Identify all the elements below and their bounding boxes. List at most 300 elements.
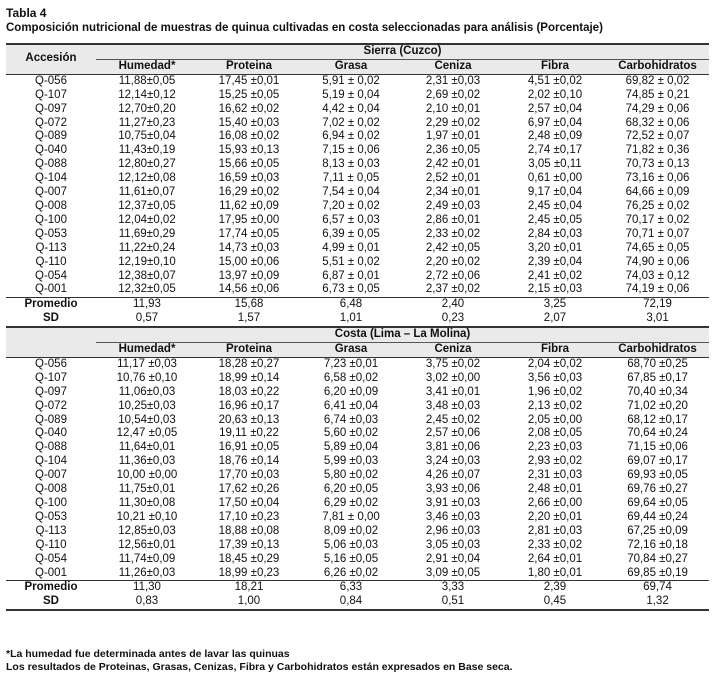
value-cell: 67,85 ±0,17 xyxy=(627,371,688,384)
value-cell: 20,63 ±0,13 xyxy=(218,413,280,426)
value-cell: 2,74 ±0,17 xyxy=(527,144,583,157)
value-cell: 6,20 ±0,05 xyxy=(323,483,379,496)
accession-cell: Q-056 xyxy=(35,74,67,87)
table-row xyxy=(6,539,709,553)
value-cell: 12,32±0,05 xyxy=(118,283,176,296)
value-cell: 6,57 ± 0,03 xyxy=(322,213,380,226)
accession-cell: Q-100 xyxy=(35,213,67,226)
value-cell: 10,54±0,03 xyxy=(118,413,176,426)
table-row xyxy=(6,228,709,242)
value-cell: 18,88 ±0,08 xyxy=(218,524,280,537)
column-header: Grasa xyxy=(300,59,402,74)
value-cell: 15,66 ±0,05 xyxy=(218,158,280,171)
value-cell: 18,45 ±0,29 xyxy=(218,552,280,565)
value-cell: 70,73 ± 0,13 xyxy=(625,158,690,171)
value-cell: 71,15 ±0,06 xyxy=(627,441,688,454)
accession-cell: Q-097 xyxy=(35,385,67,398)
note-humidity: *La humedad fue determinada antes de lavar las quinuas xyxy=(6,648,290,660)
accession-cell: Q-107 xyxy=(35,88,67,101)
value-cell: 18,03 ±0,22 xyxy=(218,385,280,398)
value-cell: 18,28 ±0,27 xyxy=(218,357,280,370)
value-cell: 2,42 ±0,05 xyxy=(425,241,481,254)
value-cell: 2,05 ±0,00 xyxy=(527,413,583,426)
value-cell: 3,05 ±0,03 xyxy=(425,538,481,551)
summary-label: SD xyxy=(6,312,96,327)
section-header-row xyxy=(6,327,709,342)
value-cell: 12,80±0,27 xyxy=(118,158,176,171)
value-cell: 2,29 ±0,02 xyxy=(425,116,481,129)
value-cell: 5,19 ± 0,04 xyxy=(322,88,380,101)
value-cell: 69,07 ±0,17 xyxy=(627,455,688,468)
value-cell: 2,33 ±0,02 xyxy=(425,227,481,240)
value-cell: 2,02 ±0,10 xyxy=(527,88,583,101)
accession-cell: Q-053 xyxy=(35,227,67,240)
value-cell: 70,64 ±0,24 xyxy=(627,427,688,440)
value-cell: 3,91 ±0,03 xyxy=(425,497,481,509)
value-cell: 2,04 ±0,02 xyxy=(527,357,583,370)
accession-cell: Q-040 xyxy=(35,427,67,440)
value-cell: 6,74 ±0,03 xyxy=(323,413,379,426)
accession-cell: Q-104 xyxy=(35,172,67,185)
value-cell: 4,42 ± 0,04 xyxy=(322,102,380,115)
value-cell: 11,75±0,01 xyxy=(118,483,176,496)
value-cell: 15,25 ±0,05 xyxy=(218,88,280,101)
value-cell: 2,96 ±0,03 xyxy=(425,524,481,537)
value-cell: 9,17 ±0,04 xyxy=(527,186,583,199)
value-cell: 5,51 ± 0,02 xyxy=(322,255,380,268)
accession-cell: Q-100 xyxy=(35,497,67,509)
value-cell: 19,11 ±0,22 xyxy=(219,427,279,440)
sd-row xyxy=(6,595,709,610)
average-row xyxy=(6,581,709,595)
value-cell: 2,36 ±0,05 xyxy=(425,144,481,157)
summary-value: 1,32 xyxy=(606,595,709,610)
value-cell: 11,61±0,07 xyxy=(118,186,176,199)
value-cell: 7,20 ± 0,02 xyxy=(322,199,380,212)
value-cell: 8,13 ± 0,03 xyxy=(322,158,380,171)
value-cell: 11,30±0,08 xyxy=(118,497,176,509)
table-row xyxy=(6,469,709,483)
value-cell: 2,08 ±0,05 xyxy=(527,427,583,440)
summary-value: 6,48 xyxy=(300,298,402,312)
value-cell: 6,58 ±0,02 xyxy=(323,371,379,384)
value-cell: 11,06±0,03 xyxy=(118,385,176,398)
summary-value: 0,83 xyxy=(96,595,198,610)
value-cell: 12,47 ±0,05 xyxy=(116,427,178,440)
value-cell: 2,20 ±0,02 xyxy=(425,255,481,268)
value-cell: 3,24 ±0,03 xyxy=(425,455,481,468)
value-cell: 11,88±0,05 xyxy=(118,74,176,87)
value-cell: 10,25±0,03 xyxy=(118,399,176,412)
column-header-row xyxy=(6,59,709,74)
accession-cell: Q-001 xyxy=(35,283,67,296)
value-cell: 8,09 ±0,02 xyxy=(323,524,379,537)
value-cell: 74,85 ± 0,21 xyxy=(625,88,690,101)
value-cell: 70,17 ± 0,02 xyxy=(625,213,690,226)
section-title: Costa (Lima – La Molina) xyxy=(96,327,709,342)
value-cell: 5,89 ±0,04 xyxy=(323,441,379,454)
table-title: Tabla 4 xyxy=(6,6,47,20)
value-cell: 7,02 ± 0,02 xyxy=(322,116,380,129)
value-cell: 2,91 ±0,04 xyxy=(425,552,481,565)
table-row xyxy=(6,497,709,511)
value-cell: 70,71 ± 0,07 xyxy=(625,227,690,240)
value-cell: 7,11 ± 0,05 xyxy=(322,172,380,185)
value-cell: 14,73 ±0,03 xyxy=(218,241,280,254)
accession-cell: Q-113 xyxy=(35,524,67,537)
value-cell: 72,16 ±0,18 xyxy=(627,538,688,551)
value-cell: 17,70 ±0,03 xyxy=(218,469,280,482)
accession-cell: Q-088 xyxy=(35,158,67,171)
summary-value: 6,33 xyxy=(300,581,402,595)
value-cell: 69,64 ±0,05 xyxy=(627,497,688,509)
value-cell: 6,26 ±0,02 xyxy=(323,566,379,579)
summary-label: Promedio xyxy=(6,298,96,312)
column-header: Fibra xyxy=(504,343,606,358)
summary-value: 2,07 xyxy=(504,312,606,327)
value-cell: 10,00 ±0,00 xyxy=(116,469,178,482)
value-cell: 12,85±0,03 xyxy=(118,524,176,537)
value-cell: 11,17 ±0,03 xyxy=(117,357,177,370)
accession-cell: Q-089 xyxy=(35,130,67,143)
value-cell: 69,44 ±0,24 xyxy=(627,510,688,523)
value-cell: 3,93 ±0,06 xyxy=(425,483,481,496)
value-cell: 17,62 ±0,26 xyxy=(218,483,280,496)
value-cell: 6,41 ±0,04 xyxy=(323,399,379,412)
value-cell: 68,12 ±0,17 xyxy=(627,413,688,426)
value-cell: 64,66 ± 0,09 xyxy=(625,186,690,199)
value-cell: 11,74±0,09 xyxy=(118,552,176,565)
value-cell: 12,70±0,20 xyxy=(118,102,176,115)
summary-value: 11,93 xyxy=(96,298,198,312)
summary-value: 18,21 xyxy=(198,581,300,595)
accession-cell: Q-007 xyxy=(35,186,67,199)
value-cell: 11,64±0,01 xyxy=(118,441,176,454)
accession-cell: Q-072 xyxy=(35,116,67,129)
value-cell: 6,29 ±0,02 xyxy=(323,497,379,509)
column-header: Grasa xyxy=(300,343,402,358)
accession-cell: Q-040 xyxy=(35,144,67,157)
accession-cell: Q-008 xyxy=(35,199,67,212)
value-cell: 2,41 ±0,02 xyxy=(527,269,583,282)
value-cell: 18,76 ±0,14 xyxy=(218,455,280,468)
accession-cell: Q-072 xyxy=(35,399,67,412)
table-row xyxy=(6,200,709,214)
value-cell: 2,57 ±0,04 xyxy=(527,102,583,115)
table-row xyxy=(6,283,709,297)
table-row xyxy=(6,89,709,103)
value-cell: 11,27±0,23 xyxy=(118,116,176,129)
value-cell: 2,45 ±0,02 xyxy=(425,413,481,426)
value-cell: 2,48 ±0,01 xyxy=(527,483,583,496)
summary-value: 0,84 xyxy=(300,595,402,610)
value-cell: 2,52 ±0,01 xyxy=(425,172,481,185)
value-cell: 2,39 ±0,04 xyxy=(527,255,583,268)
value-cell: 74,65 ± 0,05 xyxy=(625,241,690,254)
value-cell: 15,00 ±0,06 xyxy=(218,255,280,268)
summary-value: 3,33 xyxy=(402,581,504,595)
value-cell: 12,19±0,10 xyxy=(118,255,176,268)
table-row xyxy=(6,242,709,256)
summary-value: 1,00 xyxy=(198,595,300,610)
value-cell: 12,38±0,07 xyxy=(118,269,176,282)
value-cell: 12,14±0,12 xyxy=(118,88,176,101)
value-cell: 2,10 ±0,01 xyxy=(425,102,481,115)
summary-value: 3,01 xyxy=(606,312,709,327)
summary-label: SD xyxy=(6,595,96,610)
table-caption: Composición nutricional de muestras de quinua cultivadas en costa seleccionadas para análisis (Porcentaje) xyxy=(6,22,603,34)
value-cell: 2,15 ±0,03 xyxy=(527,283,583,296)
accession-cell: Q-008 xyxy=(35,483,67,496)
summary-value: 2,40 xyxy=(402,298,504,312)
value-cell: 76,25 ± 0,02 xyxy=(625,199,690,212)
value-cell: 17,74 ±0,05 xyxy=(218,227,280,240)
value-cell: 2,86 ±0,01 xyxy=(425,213,481,226)
value-cell: 5,99 ±0,03 xyxy=(323,455,379,468)
value-cell: 5,06 ±0,03 xyxy=(323,538,379,551)
value-cell: 16,08 ±0,02 xyxy=(218,130,280,143)
value-cell: 3,02 ±0,00 xyxy=(425,371,481,384)
value-cell: 7,23 ±0,01 xyxy=(323,357,379,370)
value-cell: 2,81 ±0,03 xyxy=(527,524,583,537)
value-cell: 2,64 ±0,01 xyxy=(527,552,583,565)
value-cell: 17,39 ±0,13 xyxy=(218,538,280,551)
value-cell: 2,34 ±0,01 xyxy=(425,186,481,199)
value-cell: 74,29 ± 0,06 xyxy=(625,102,690,115)
summary-value: 3,25 xyxy=(504,298,606,312)
value-cell: 70,84 ±0,27 xyxy=(627,552,688,565)
table-row xyxy=(6,386,709,400)
summary-value: 0,45 xyxy=(504,595,606,610)
section-header-row xyxy=(6,44,709,59)
table-row xyxy=(6,158,709,172)
value-cell: 2,57 ±0,06 xyxy=(425,427,481,440)
summary-value: 11,30 xyxy=(96,581,198,595)
value-cell: 11,69±0,29 xyxy=(118,227,176,240)
value-cell: 74,90 ± 0,06 xyxy=(625,255,690,268)
value-cell: 7,54 ± 0,04 xyxy=(322,186,380,199)
value-cell: 5,60 ±0,02 xyxy=(323,427,379,440)
value-cell: 2,84 ±0,03 xyxy=(527,227,583,240)
value-cell: 18,99 ±0,23 xyxy=(218,566,280,579)
value-cell: 13,97 ±0,09 xyxy=(218,269,280,282)
value-cell: 2,93 ±0,02 xyxy=(527,455,583,468)
table-row xyxy=(6,441,709,455)
value-cell: 11,43±0,19 xyxy=(118,144,176,157)
value-cell: 3,48 ±0,03 xyxy=(425,399,481,412)
table-row xyxy=(6,553,709,567)
summary-value: 2,39 xyxy=(504,581,606,595)
column-header: Humedad* xyxy=(96,343,198,358)
value-cell: 2,72 ±0,06 xyxy=(425,269,481,282)
value-cell: 12,56±0,01 xyxy=(118,538,176,551)
value-cell: 3,05 ±0,11 xyxy=(528,158,582,171)
value-cell: 10,75±0,04 xyxy=(118,130,176,143)
value-cell: 2,31 ±0,03 xyxy=(527,469,583,482)
value-cell: 67,25 ±0,09 xyxy=(627,524,688,537)
value-cell: 73,16 ± 0,06 xyxy=(625,172,690,185)
column-header: Proteina xyxy=(198,343,300,358)
value-cell: 3,81 ±0,06 xyxy=(425,441,481,454)
column-header: Proteina xyxy=(198,59,300,74)
value-cell: 74,03 ± 0,12 xyxy=(625,269,690,282)
value-cell: 6,20 ±0,09 xyxy=(323,385,379,398)
value-cell: 3,56 ±0,03 xyxy=(527,371,583,384)
column-header: Humedad* xyxy=(96,59,198,74)
value-cell: 68,32 ± 0,06 xyxy=(625,116,690,129)
value-cell: 2,45 ±0,04 xyxy=(527,199,583,212)
value-cell: 2,37 ±0,02 xyxy=(425,283,481,296)
column-header: Ceniza xyxy=(402,343,504,358)
value-cell: 11,22±0,24 xyxy=(118,241,176,254)
value-cell: 70,40 ±0,34 xyxy=(627,385,688,398)
accession-cell: Q-053 xyxy=(35,510,67,523)
average-row xyxy=(6,298,709,312)
summary-value: 15,68 xyxy=(198,298,300,312)
value-cell: 3,09 ±0,05 xyxy=(425,566,481,579)
summary-value: 0,51 xyxy=(402,595,504,610)
table-row xyxy=(6,117,709,131)
value-cell: 3,75 ±0,02 xyxy=(425,357,481,370)
accession-header: Accesión xyxy=(6,44,96,74)
table-row xyxy=(6,427,709,441)
value-cell: 2,49 ±0,03 xyxy=(425,199,481,212)
accession-cell: Q-001 xyxy=(35,566,67,579)
value-cell: 7,81 ± 0,00 xyxy=(322,510,380,523)
value-cell: 7,15 ± 0,06 xyxy=(322,144,380,157)
accession-cell: Q-110 xyxy=(35,538,67,551)
value-cell: 69,93 ±0,05 xyxy=(627,469,688,482)
table-body xyxy=(6,44,709,610)
accession-cell: Q-054 xyxy=(35,269,67,282)
column-header: Carbohidratos xyxy=(606,343,709,358)
value-cell: 17,50 ±0,04 xyxy=(218,497,280,509)
value-cell: 3,46 ±0,03 xyxy=(425,510,481,523)
table-row xyxy=(6,414,709,428)
table-row xyxy=(6,172,709,186)
table-row xyxy=(6,103,709,117)
summary-value: 69,74 xyxy=(606,581,709,595)
value-cell: 18,99 ±0,14 xyxy=(218,371,280,384)
value-cell: 14,56 ±0,06 xyxy=(218,283,280,296)
accession-cell: Q-056 xyxy=(35,357,67,370)
value-cell: 72,52 ± 0,07 xyxy=(625,130,690,143)
value-cell: 16,59 ±0,03 xyxy=(218,172,280,185)
value-cell: 0,61 ±0,00 xyxy=(527,172,583,185)
table-row xyxy=(6,525,709,539)
table-row xyxy=(6,400,709,414)
summary-value: 1,57 xyxy=(198,312,300,327)
value-cell: 6,94 ± 0,02 xyxy=(322,130,380,143)
summary-value: 0,23 xyxy=(402,312,504,327)
value-cell: 6,39 ± 0,05 xyxy=(322,227,380,240)
sd-row xyxy=(6,312,709,327)
value-cell: 6,73 ± 0,05 xyxy=(322,283,380,296)
value-cell: 69,82 ± 0,02 xyxy=(625,74,690,87)
table-row xyxy=(6,483,709,497)
value-cell: 2,20 ±0,01 xyxy=(527,510,583,523)
value-cell: 69,85 ±0,19 xyxy=(627,566,688,579)
value-cell: 10,76 ±0,10 xyxy=(116,371,178,384)
summary-label: Promedio xyxy=(6,581,96,595)
table-row xyxy=(6,74,709,88)
value-cell: 2,33 ±0,02 xyxy=(527,538,583,551)
value-cell: 2,23 ±0,03 xyxy=(527,441,583,454)
value-cell: 69,76 ±0,27 xyxy=(627,483,688,496)
column-header: Fibra xyxy=(504,59,606,74)
value-cell: 16,29 ±0,02 xyxy=(218,186,280,199)
value-cell: 11,62 ±0,09 xyxy=(219,199,279,212)
value-cell: 6,97 ±0,04 xyxy=(527,116,583,129)
value-cell: 6,87 ± 0,01 xyxy=(322,269,380,282)
value-cell: 4,51 ±0,02 xyxy=(527,74,583,87)
value-cell: 16,91 ±0,05 xyxy=(218,441,280,454)
table-notes xyxy=(6,648,513,673)
column-header-row xyxy=(6,343,709,358)
summary-value: 0,57 xyxy=(96,312,198,327)
section-title: Sierra (Cuzco) xyxy=(96,44,709,59)
value-cell: 2,13 ±0,02 xyxy=(527,399,583,412)
value-cell: 2,66 ±0,00 xyxy=(527,497,583,509)
value-cell: 16,96 ±0,17 xyxy=(218,399,280,412)
accession-cell: Q-088 xyxy=(35,441,67,454)
note-dry-basis: Los resultados de Proteinas, Grasas, Cenizas, Fibra y Carbohidratos están expresados en Base seca. xyxy=(6,660,513,673)
value-cell: 4,26 ±0,07 xyxy=(425,469,481,482)
accession-cell: Q-007 xyxy=(35,469,67,482)
value-cell: 17,95 ±0,00 xyxy=(218,213,280,226)
accession-cell: Q-104 xyxy=(35,455,67,468)
table-row xyxy=(6,567,709,581)
value-cell: 2,31 ±0,03 xyxy=(425,74,481,87)
value-cell: 3,20 ±0,01 xyxy=(527,241,583,254)
summary-value: 1,01 xyxy=(300,312,402,327)
table-row xyxy=(6,455,709,469)
value-cell: 3,41 ±0,01 xyxy=(425,385,481,398)
table-row xyxy=(6,214,709,228)
table-row xyxy=(6,511,709,525)
value-cell: 5,91 ± 0,02 xyxy=(322,74,380,87)
summary-value: 72,19 xyxy=(606,298,709,312)
value-cell: 12,04±0,02 xyxy=(118,213,176,226)
value-cell: 17,45 ±0,01 xyxy=(218,74,280,87)
value-cell: 71,02 ±0,20 xyxy=(627,399,688,412)
empty-cell xyxy=(6,343,96,358)
table-row xyxy=(6,256,709,270)
empty-cell xyxy=(6,327,96,342)
table-row xyxy=(6,357,709,371)
value-cell: 15,40 ±0,03 xyxy=(218,116,280,129)
accession-cell: Q-097 xyxy=(35,102,67,115)
nutrition-table xyxy=(6,43,709,611)
accession-cell: Q-113 xyxy=(35,241,67,254)
value-cell: 1,96 ±0,02 xyxy=(527,385,583,398)
value-cell: 15,93 ±0,13 xyxy=(218,144,280,157)
value-cell: 2,45 ±0,05 xyxy=(527,213,583,226)
value-cell: 1,80 ±0,01 xyxy=(527,566,583,579)
value-cell: 71,82 ± 0,36 xyxy=(625,144,690,157)
table-row xyxy=(6,144,709,158)
column-header: Carbohidratos xyxy=(606,59,709,74)
accession-cell: Q-107 xyxy=(35,371,67,384)
table-row xyxy=(6,270,709,284)
value-cell: 2,69 ±0,02 xyxy=(425,88,481,101)
value-cell: 12,37±0,05 xyxy=(118,199,176,212)
value-cell: 10,21 ±0,10 xyxy=(116,510,178,523)
accession-cell: Q-054 xyxy=(35,552,67,565)
column-header: Ceniza xyxy=(402,59,504,74)
accession-cell: Q-089 xyxy=(35,413,67,426)
value-cell: 1,97 ±0,01 xyxy=(425,130,481,143)
